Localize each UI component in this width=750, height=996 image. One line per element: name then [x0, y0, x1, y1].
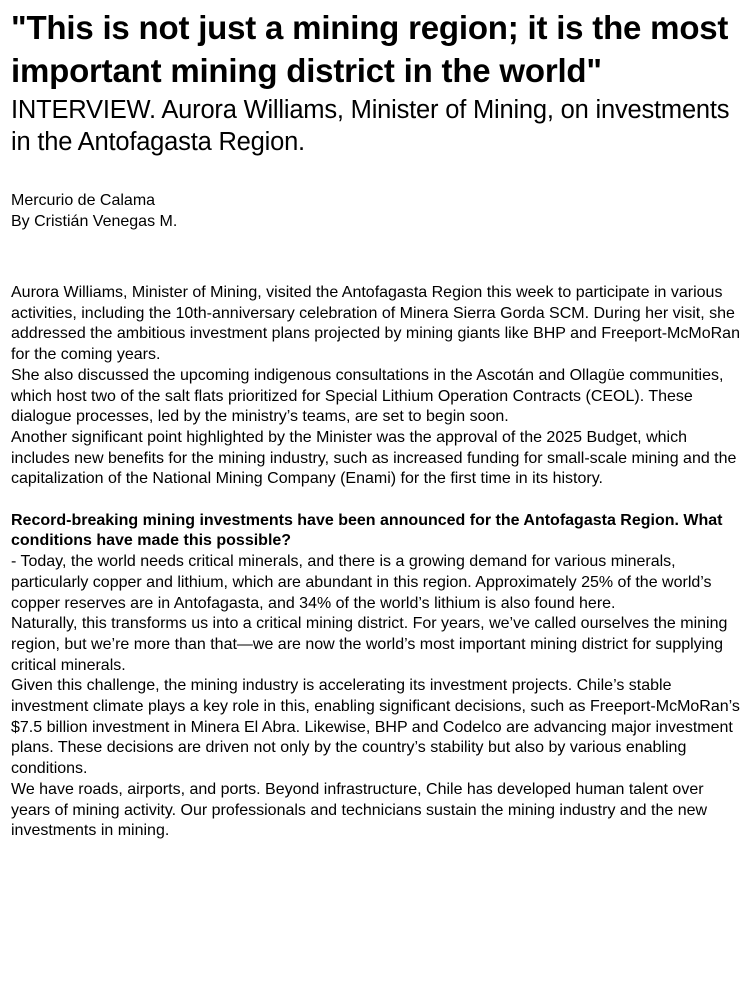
interview-answer: Given this challenge, the mining industry is accelerating its investment projects. Chile’s stable investment climate plays a key role in this, enabling significant decisions, such as Freeport-McMoRan’s $7.5 billion investment in Minera El Abra. Likewise, BHP and Codelco are advancing major investment plans. These decisions are driven not only by the country’s stability but also by various enabling conditions.	[11, 677, 740, 778]
paragraph-gap	[11, 490, 745, 511]
interview-answer: - Today, the world needs critical minerals, and there is a growing demand for various minerals, particularly copper and lithium, which are abundant in this region. Approximately 25% of the world’s copper reserves are in Antofagasta, and 34% of the world’s lithium is also found here.	[11, 553, 712, 612]
author-name: By Cristián Venegas M.	[11, 213, 178, 230]
subhead: INTERVIEW. Aurora Williams, Minister of Mining, on investments in the Antofagasta Region.	[11, 96, 730, 156]
source-name: Mercurio de Calama	[11, 192, 156, 209]
byline	[11, 190, 745, 232]
interview-answer: Naturally, this transforms us into a critical mining district. For years, we’ve called ourselves the mining region, but we’re more than that—we are now the world’s most important mining district for supplying critical minerals.	[11, 615, 728, 674]
interview-answer: We have roads, airports, and ports. Beyond infrastructure, Chile has developed human talent over years of mining activity. Our professionals and technicians sustain the mining industry and the new investments in mining.	[11, 780, 708, 840]
paragraph: Aurora Williams, Minister of Mining, visited the Antofagasta Region this week to participate in various activities, including the 10th-anniversary celebration of Minera Sierra Gorda SCM. During her visit, she addressed the ambitious investment plans projected by mining giants like BHP and Freeport-McMoRan for the coming years.	[11, 284, 740, 364]
article-body	[11, 283, 745, 842]
paragraph: Another significant point highlighted by the Minister was the approval of the 2025 Budget, which includes new benefits for the mining industry, such as increased funding for small-scale mining and the capitalization of the National Mining Company (Enami) for the first time in its history.	[11, 428, 737, 488]
article	[11, 6, 745, 842]
interview-question: Record-breaking mining investments have been announced for the Antofagasta Region. What conditions have made this possible?	[11, 511, 723, 550]
paragraph: She also discussed the upcoming indigenous consultations in the Ascotán and Ollagüe communities, which host two of the salt flats prioritized for Special Lithium Operation Contracts (CEOL). These dialogue processes, led by the ministry’s teams, are set to begin soon.	[11, 366, 724, 426]
headline: "This is not just a mining region; it is the most important mining district in the world"	[11, 9, 729, 89]
